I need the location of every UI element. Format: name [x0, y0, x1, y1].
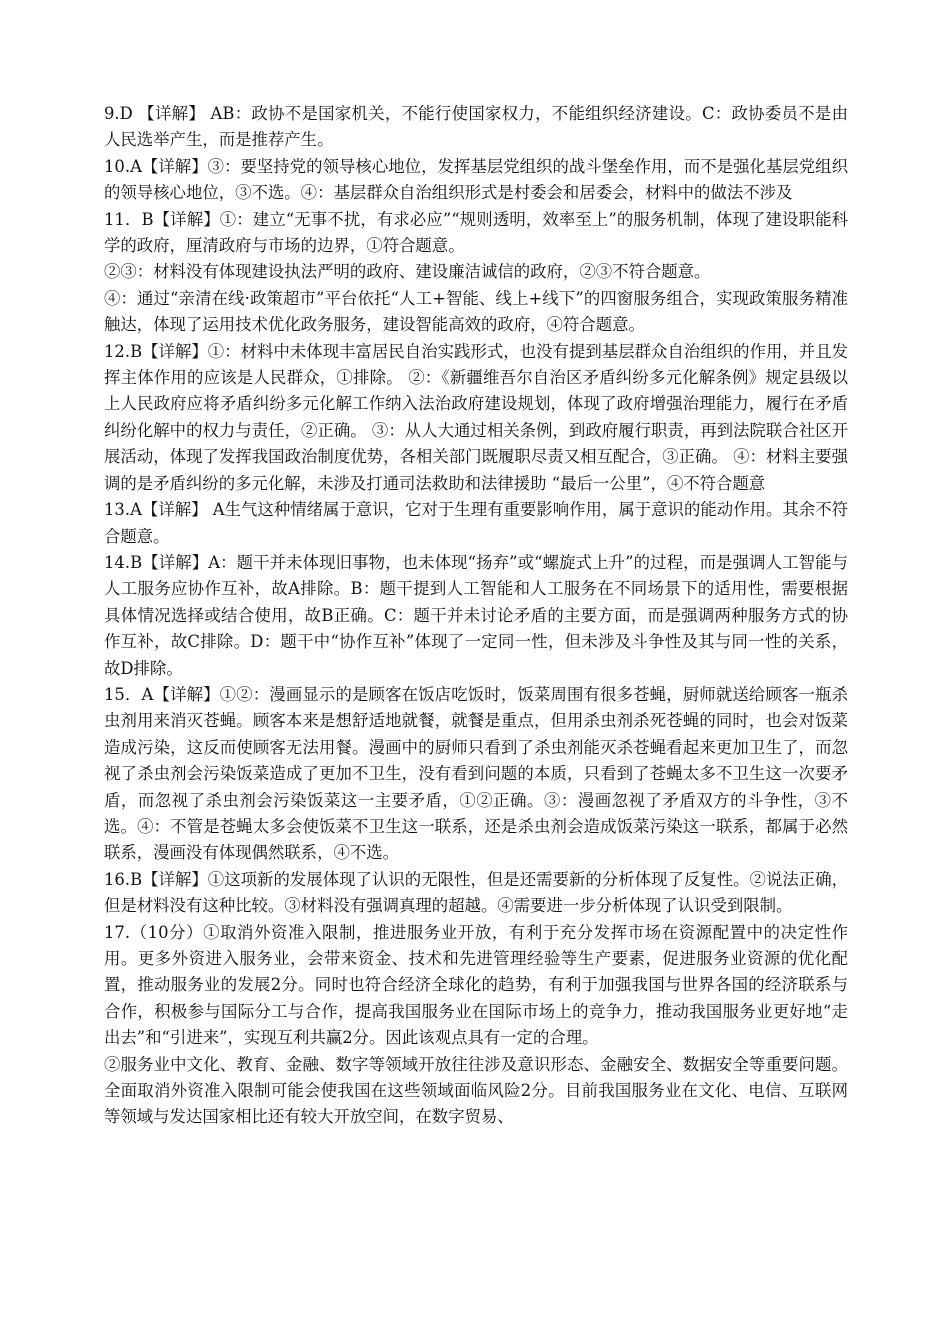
- answer-11-point-4: ④：通过“亲清在线·政策超市”平台依托“人工+智能、线上+线下”的四窗服务组合，实现政策服务精准触达，体现了运用技术优化政务服务，建设智能高效的政府，④符合题意。: [104, 288, 848, 335]
- answer-17-point-1: 17.（10分）①取消外资准入限制，推进服务业开放，有利于充分发挥市场在资源配置中的决定性作用。更多外资进入服务业，会带来资金、技术和先进管理经验等生产要素，促进服务业资源的优化配置，推动服务业的发展2分。同时也符合经济全球化的趋势，有利于加强我国与世界各国的经济联系与合作，积极参与国际分工与合作，提高我国服务业在国际市场上的竞争力，推动我国服务业更好地“走出去”和“引进来”，实现互利共赢2分。因此该观点具有一定的合理。: [104, 922, 848, 1048]
- answer-17-point-2: ②服务业中文化、教育、金融、数字等领域开放往往涉及意识形态、金融安全、数据安全等重要问题。全面取消外资准入限制可能会使我国在这些领域面临风险2分。目前我国服务业在文化、电信、互联网等领域与发达国家相比还有较大开放空间，在数字贸易、: [104, 1054, 848, 1127]
- answer-16: 16.B【详解】①这项新的发展体现了认识的无限性，但是还需要新的分析体现了反复性。②说法正确，但是材料没有这种比较。③材料没有强调真理的超越。④需要进一步分析体现了认识受到限制。: [104, 869, 848, 916]
- answer-13: 13.A【详解】 A生气这种情绪属于意识，它对于生理有重要影响作用，属于意识的能动作用。其余不符合题意。: [104, 500, 848, 546]
- answer-12: 12.B【详解】①：材料中未体现丰富居民自治实践形式，也没有提到基层群众自治组织的作用，并且发挥主体作用的应该是人民群众，①排除。 ②：《新疆维吾尔自治区矛盾纠纷多元化解条例》规定县级以上人民政府应将矛盾纠纷多元化解工作纳入法治政府建设规划，体现了政府增强治理能力，履行在矛盾纠纷化解中的权力与责任，②正确。 ③：从人大通过相关条例，到政府履行职责，再到法院联合社区开展活动，体现了发挥我国政治制度优势，各相关部门既履职尽责又相互配合，③正确。 ④：材料主要强调的是矛盾纠纷的多元化解，未涉及打通司法救助和法律援助 “最后一公里”，④不符合题意: [104, 341, 848, 493]
- answer-11-point-2-3: ②③：材料没有体现建设执法严明的政府、建设廉洁诚信的政府，②③不符合题意。: [104, 262, 711, 282]
- answer-9: 9.D 【详解】 AB：政协不是国家机关，不能行使国家权力，不能组织经济建设。C：政协委员不是由人民选举产生，而是推荐产生。: [104, 104, 848, 150]
- answer-15: 15．A【详解】①②：漫画显示的是顾客在饭店吃饭时，饭菜周围有很多苍蝇，厨师就送给顾客一瓶杀虫剂用来消灭苍蝇。顾客本来是想舒适地就餐，就餐是重点，但用杀虫剂杀死苍蝇的同时，也会对饭菜造成污染，这反而使顾客无法用餐。漫画中的厨师只看到了杀虫剂能灭杀苍蝇看起来更加卫生了，而忽视了杀虫剂会污染饭菜造成了更加不卫生，没有看到问题的本质，只看到了苍蝇太多不卫生这一次要矛盾，而忽视了杀虫剂会污染饭菜这一主要矛盾，①②正确。③：漫画忽视了矛盾双方的斗争性，③不选。④：不管是苍蝇太多会使饭菜不卫生这一联系，还是杀虫剂会造成饭菜污染这一联系，都属于必然联系，漫画没有体现偶然联系，④不选。: [104, 684, 848, 863]
- answer-document: [104, 101, 848, 1131]
- answer-11: 11．B【详解】①：建立“无事不扰，有求必应”“规则透明，效率至上”的服务机制，体现了建设职能科学的政府，厘清政府与市场的边界，①符合题意。: [104, 209, 848, 256]
- answer-14: 14.B【详解】A：题干并未体现旧事物，也未体现“扬弃”或“螺旋式上升”的过程，而是强调人工智能与人工服务应协作互补，故A排除。B：题干提到人工智能和人工服务在不同场景下的适用性，需要根据具体情况选择或结合使用，故B正确。C：题干并未讨论矛盾的主要方面，而是强调两种服务方式的协作互补，故C排除。D：题干中“协作互补”体现了一定同一性，但未涉及斗争性及其与同一性的关系，故D排除。: [104, 552, 848, 678]
- answer-10: 10.A【详解】③：要坚持党的领导核心地位，发挥基层党组织的战斗堡垒作用，而不是强化基层党组织的领导核心地位，③不选。④：基层群众自治组织形式是村委会和居委会，材料中的做法不涉及: [104, 156, 848, 203]
